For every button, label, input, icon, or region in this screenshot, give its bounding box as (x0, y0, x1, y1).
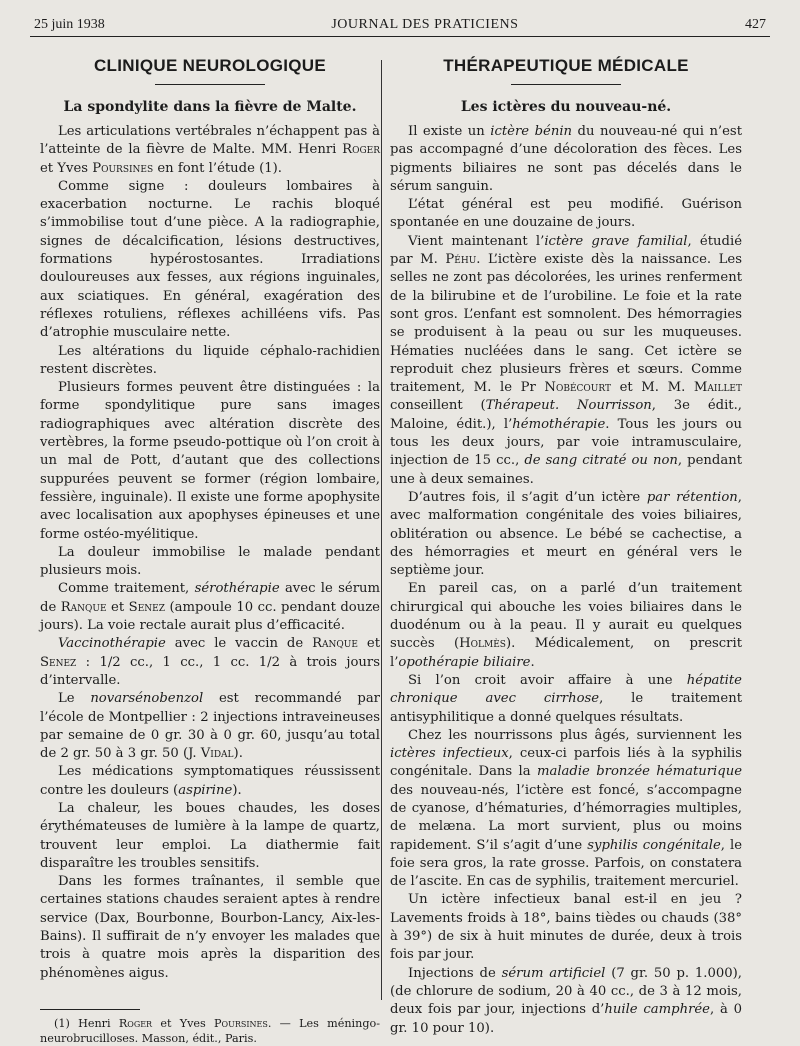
paragraph: Chez les nourrissons plus âgés, surviennent les ictères infectieux, ceux-ci parfois liés à la syphilis congénitale. Dans la maladie bronzée hématurique des nouveau-nés, l’ictère est foncé, s’accompagne de cyanose, d’hématuries, d’hémorragies multiples, de melæna. La mort survient, plus ou moins rapidement. S’il s’agit d’une syphilis congénitale, le foie sera gros, la rate grosse. Parfois, on constatera de l’ascite. En cas de syphilis, traitement mercuriel. (390, 727, 743, 890)
author-name: Roger (118, 1016, 153, 1030)
paragraph: Vient maintenant l’ictère grave familial, étudié par M. Péhu. L’ictère existe dès la naissance. Les selles ne zont pas décolorées, les urines renferment de la bilirubine et de l’urobiline. Le foie et la rate sont gros. L’enfant est somnolent. Des hémorragies se produisent à la peau ou sur les muqueuses. Hématies nucléées dans le sang. Cet ictère se reproduit chez plusieurs frères et sœurs. Comme traitement, M. le Pr Nobécourt et M. M. Maillet conseillent (Thérapeut. Nourrisson, 3e édit., Maloine, édit.), l’hémothérapie. Tous les jours ou tous les deux jours, par voie intramusculaire, injection de 15 cc., de sang citraté ou non, pendant une à deux semaines. (390, 233, 742, 487)
author-name: Roger (342, 142, 380, 158)
italic-term: huile camphrée (604, 1002, 710, 1018)
italic-term: sérum artificiel (501, 965, 606, 981)
section-rule-left (155, 84, 265, 85)
italic-term: maladie bronzée hématurique (536, 764, 742, 780)
paragraph: La chaleur, les boues chaudes, les doses érythémateuses de lumière à la lampe de quartz, trouvent leur emploi. La diathermie fait disparaître les troubles sensitifs. (40, 800, 380, 871)
italic-term: ictère bénin (490, 124, 573, 139)
italic-term: aspirine (178, 782, 233, 798)
paragraph: Il existe un ictère bénin du nouveau-né qui n’est pas accompagné d’une décoloration des fèces. Les pigments biliaires ne sont pas décelés dans le sérum sanguin. (390, 124, 742, 194)
header-rule (30, 36, 770, 37)
left-column (40, 52, 380, 1046)
author-name: Ranque (312, 636, 358, 652)
paragraph: Les altérations du liquide céphalo-rachidien restent discrètes. (40, 343, 380, 377)
italic-term: Vaccinothérapie (58, 636, 166, 652)
italic-term: ictère grave familial (544, 233, 688, 249)
paragraph: Le novarsénobenzol est recommandé par l’école de Montpellier : 2 injections intraveineuses par semaine de 0 gr. 30 à 0 gr. 60, jusqu’au total de 2 gr. 50 à 3 gr. 50 (J. Vidal). (40, 691, 380, 762)
footnote-rule (40, 1009, 140, 1010)
italic-term: hépatite chronique avec cirrhose (390, 672, 742, 707)
italic-term: sérothérapie (194, 581, 280, 597)
italic-term: syphilis congénitale (587, 837, 721, 853)
paragraph: Dans les formes traînantes, il semble que certaines stations chaudes seraient aptes à rendre service (Dax, Bourbonne, Bourbon-Lancy, Aix-les-Bains). Il suffirait de n’y envoyer les malades que trois à quatre mois après la disparition des phénomènes aigus. (40, 874, 380, 981)
paragraph: Comme traitement, sérothérapie avec le sérum de Ranque et Senez (ampoule 10 cc. pendant douze jours). La voie rectale aurait plus d’efficacité. (40, 581, 380, 634)
paragraph: Les articulations vertébrales n’échappent pas à l’atteinte de la fièvre de Malte. MM. Henri Roger et Yves Poursines en font l’étude (1). (40, 124, 380, 176)
author-name: Vidal (200, 746, 234, 762)
article-body-right (390, 123, 742, 1038)
article-title-right: Les ictères du nouveau-né. (460, 99, 672, 115)
paragraph: Injections de sérum artificiel (7 gr. 50 p. 1.000), (de chlorure de sodium, 20 à 40 cc., de 3 à 12 mois, deux fois par jour, injections d’huile camphrée, à 0 gr. 10 pour 10). (390, 965, 742, 1036)
paragraph: Comme signe : douleurs lombaires à exacerbation nocturne. Le rachis bloqué s’immobilise tout d’une pièce. A la radiographie, signes de décalcification, lésions destructives, formations hypérostosantes. Irradiations douloureuses aux fesses, aux régions inguinales, aux sciatiques. En général, exagération des réflexes rotuliens, réflexes achilléens vifs. Pas d’atrophie musculaire nette. (40, 178, 380, 341)
paragraph: L’état général est peu modifié. Guérison spontanée en une douzaine de jours. (390, 197, 742, 231)
article-body-left (40, 123, 380, 983)
section-title-right: THÉRAPEUTIQUE MÉDICALE (443, 56, 689, 75)
italic-term: Thérapeut. Nourrisson (485, 398, 652, 414)
paragraph: Un ictère infectieux banal est-il en jeu ? Lavements froids à 18°, bains tièdes ou chauds (38° à 39°) de six à huit minutes de durée, deux à trois fois par jour. (390, 892, 742, 963)
column-divider (381, 60, 382, 1000)
right-column (390, 52, 742, 1038)
author-name: Poursines (92, 160, 154, 176)
author-name: Poursines (214, 1016, 268, 1030)
page-number: 427 (745, 17, 766, 32)
paragraph: D’autres fois, il s’agit d’un ictère par rétention, avec malformation congénitale des voies biliaires, oblitération ou absence. Le bébé se cachectise, a des hémorragies et meurt en général vers le septième jour. (390, 489, 742, 579)
italic-term: hémothérapie (512, 416, 606, 432)
footnote: (1) Henri Roger et Yves Poursines. — Les méningo-neurobrucilloses. Masson, édit., Paris. (40, 1016, 380, 1045)
paragraph: En pareil cas, on a parlé d’un traitement chirurgical qui abouche les voies biliaires dans le duodénum ou à la peau. Il y aurait eu quelques succès (Holmès). Médicalement, on prescrit l’opothérapie biliaire. (390, 581, 742, 670)
italic-term: ictères infectieux (390, 746, 509, 762)
italic-term: par rétention (646, 489, 738, 505)
paragraph: Vaccinothérapie avec le vaccin de Ranque et Senez : 1/2 cc., 1 cc., 1 cc. 1/2 à trois jours d’intervalle. (40, 636, 380, 688)
header-date: 25 juin 1938 (34, 17, 105, 32)
author-name: Holmès (459, 636, 506, 652)
author-name: Maillet (693, 380, 742, 396)
paragraph: La douleur immobilise le malade pendant plusieurs mois. (40, 544, 380, 579)
italic-term: opothérapie biliaire (398, 654, 531, 670)
author-name: Senez (128, 599, 165, 615)
italic-term: novarsénobenzol (90, 691, 204, 707)
article-title-left: La spondylite dans la fièvre de Malte. (63, 99, 357, 115)
paragraph: Si l’on croit avoir affaire à une hépatite chronique avec cirrhose, le traitement antisyphilitique a donné quelques résultats. (390, 672, 742, 725)
paragraph: Plusieurs formes peuvent être distinguées : la forme spondylitique pure sans images radiographiques avec altération discrète des vertèbres, la forme pseudo-pottique où l’on croit à un mal de Pott, d’autant que des collections suppurées peuvent se former (région lombaire, fessière, inguinale). Il existe une forme apophysite avec localisation aux apophyses épineuses et une forme ostéo-myélitique. (40, 380, 380, 542)
author-name: Nobécourt (544, 380, 611, 396)
section-rule-right (511, 84, 621, 85)
journal-title: JOURNAL DES PRATICIENS (331, 17, 519, 32)
page-header (34, 14, 766, 36)
paragraph: Les médications symptomatiques réussissent contre les douleurs (aspirine). (40, 764, 380, 798)
italic-term: de sang citraté ou non (524, 453, 678, 469)
author-name: Ranque (60, 599, 107, 615)
section-title-left: CLINIQUE NEUROLOGIQUE (93, 56, 327, 75)
author-name: Senez (40, 654, 77, 670)
author-name: Péhu (445, 252, 477, 268)
